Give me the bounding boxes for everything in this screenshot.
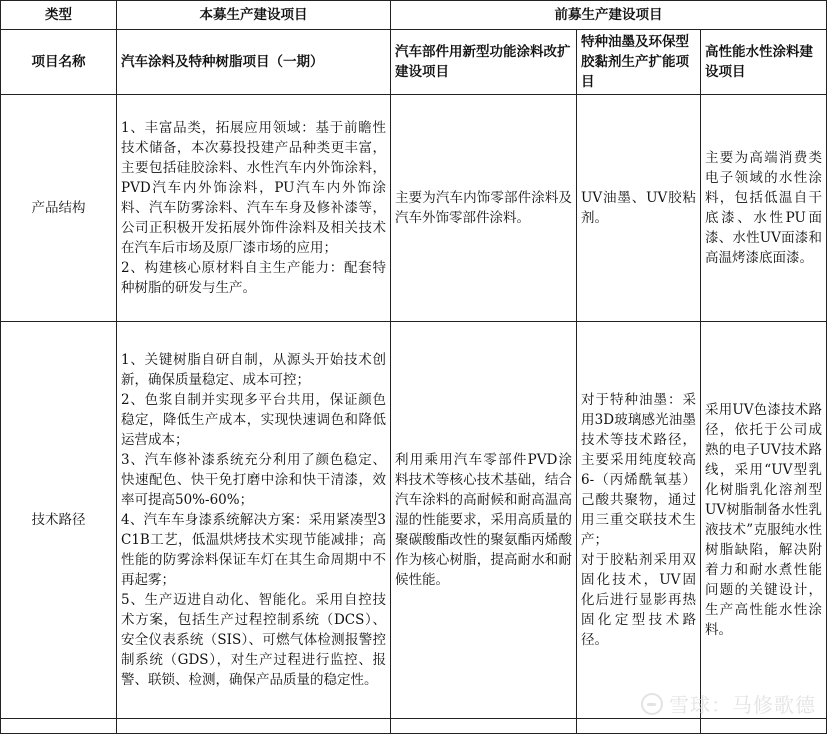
product-structure-label: 产品结构 bbox=[1, 95, 117, 322]
current-projects-header: 本募生产建设项目 bbox=[117, 1, 391, 30]
product-structure-col1: 1、丰富品类，拓展应用领域：基于前瞻性技术储备，本次募投投建产品种类更丰富，主要包括硅胶涂料、水性汽车内外饰涂料，PVD汽车内外饰涂料，PU汽车内外饰涂料、汽车防雾涂料、汽车车身及修补漆等，公司正积极开发拓展外饰件涂料及相关技术在汽车后市场及原厂漆市场的应用； 2、构建核心原材料自主生产能力：配套特种树脂的研发与生产。 bbox=[117, 95, 391, 322]
project-3-name: 特种油墨及环保型胶黏剂生产扩能项目 bbox=[577, 30, 701, 95]
watermark-text: 雪球：马修歌德 bbox=[669, 693, 816, 717]
project-4-name: 高性能水性涂料建设项目 bbox=[701, 30, 827, 95]
product-structure-row bbox=[1, 95, 827, 322]
previous-projects-header: 前募生产建设项目 bbox=[391, 1, 827, 30]
tech-route-col1: 1、关键树脂自研自制，从源头开始技术创新，确保质量稳定、成本可控； 2、色浆自制并实现多平台共用，保证颜色稳定，降低生产成本，实现快速调色和降低运营成本； 3、汽车修补漆系统充分利用了颜色稳定、快速配色、快干免打磨中涂和快干清漆，效率可提高50%-60%； 4、汽车车身漆系统解决方案：采用紧凑型3C1B工艺，低温烘烤技术实现节能减排；高性能的防雾涂料保证车灯在其生命周期中不再起雾； 5、生产迈进自动化、智能化。采用自控技术方案，包括生产过程控制系统（DCS）、安全仪表系统（SIS）、可燃气体检测报警控制系统（GDS），对生产过程进行监控、报警、联锁、检测，确保产品质量的稳定性。 bbox=[117, 322, 391, 719]
tech-route-col3: 对于特种油墨：采用3D玻璃感光油墨技术等技术路径，主要采用纯度较高6-（丙烯酰氧基）己酸共聚物，通过用三重交联技术生产； 对于胶粘剂采用双固化技术，UV固化后进行显影再热固化定型技术路径。 bbox=[577, 322, 701, 719]
product-structure-col3: UV油墨、UV胶粘剂。 bbox=[577, 95, 701, 322]
next-row-cell-1 bbox=[117, 719, 391, 734]
tech-route-label: 技术路径 bbox=[1, 322, 117, 719]
tech-route-col2: 利用乘用汽车零部件PVD涂料技术等核心技术基础，结合汽车涂料的高耐候和耐高温高湿的性能要求，采用高质量的聚碳酸酯改性的聚氨酯丙烯酸作为核心树脂，提高耐水和耐候性能。 bbox=[391, 322, 577, 719]
type-header: 类型 bbox=[1, 1, 117, 30]
watermark bbox=[641, 689, 816, 718]
next-row-cell-0 bbox=[1, 719, 117, 734]
next-row-cell-2 bbox=[391, 719, 577, 734]
next-row-cell-3 bbox=[577, 719, 701, 734]
header-row bbox=[1, 1, 827, 30]
tech-route-col4: 采用UV色漆技术路径，依托于公司成熟的电子UV技术路线，采用“UV型乳化树脂乳化溶剂型UV树脂制备水性乳液技术”克服纯水性树脂缺陷，解决附着力和耐水煮性能问题的关键设计，生产高性能水性涂料。 bbox=[701, 322, 827, 719]
next-row-cell-4 bbox=[701, 719, 827, 734]
product-structure-col2: 主要为汽车内饰零部件涂料及汽车外饰零部件涂料。 bbox=[391, 95, 577, 322]
snowball-logo-icon bbox=[641, 693, 663, 715]
project-2-name: 汽车部件用新型功能涂料改扩建设项目 bbox=[391, 30, 577, 95]
subheader-row bbox=[1, 30, 827, 95]
product-structure-col4: 主要为高端消费类电子领域的水性涂料，包括低温自干底漆、水性PU面漆、水性UV面漆和高温烤漆底面漆。 bbox=[701, 95, 827, 322]
project-name-label: 项目名称 bbox=[1, 30, 117, 95]
project-1-name: 汽车涂料及特种树脂项目（一期） bbox=[117, 30, 391, 95]
next-row-partial bbox=[1, 719, 827, 734]
tech-route-row bbox=[1, 322, 827, 719]
